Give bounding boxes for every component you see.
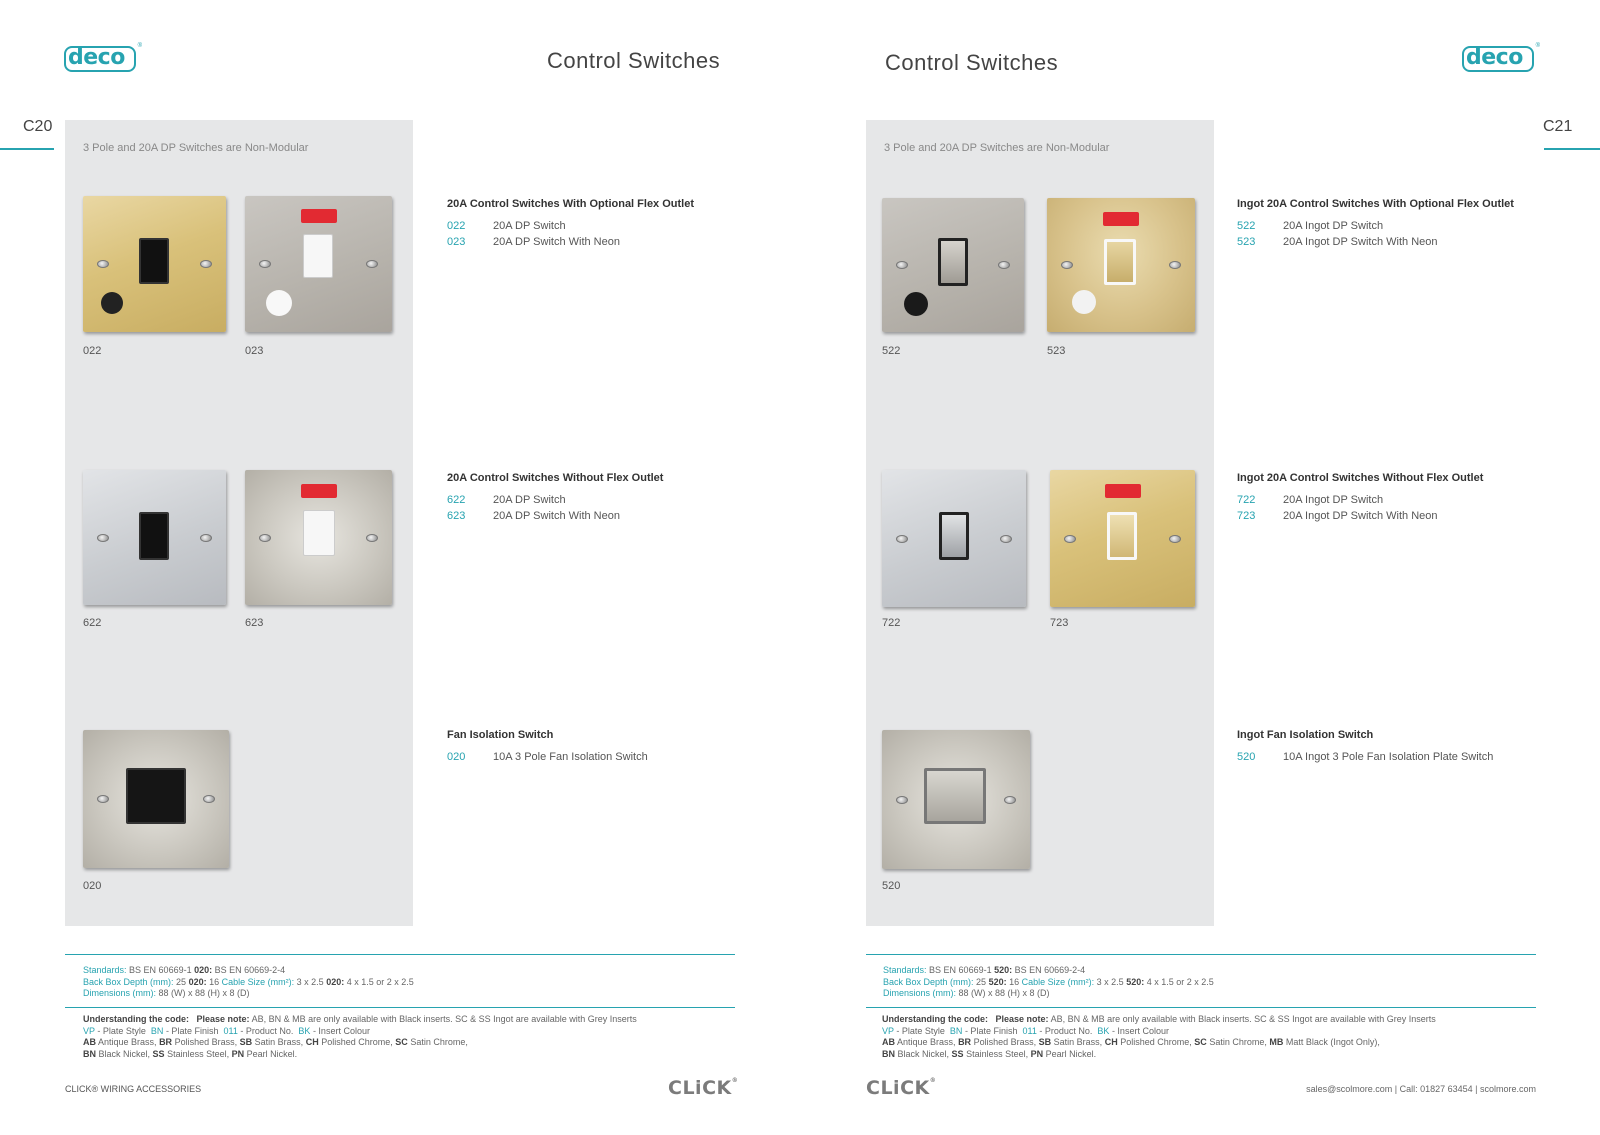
section-title: Ingot 20A Control Switches With Optional Flex Outlet (1237, 198, 1514, 210)
click-logo: CLiCK® (668, 1077, 739, 1099)
click-logo: CLiCK® (866, 1077, 937, 1099)
deco-logo: deco ® (1462, 46, 1534, 72)
section-title: 20A Control Switches With Optional Flex Outlet (447, 198, 695, 210)
panel-note: 3 Pole and 20A DP Switches are Non-Modular (884, 142, 1110, 154)
list-item: 623 20A DP Switch With Neon (447, 510, 620, 522)
page-c21 (800, 0, 1600, 1135)
list-item: 622 20A DP Switch (447, 494, 566, 506)
product-code: 622 (83, 617, 102, 629)
product-panel (65, 120, 413, 926)
list-item: 723 20A Ingot DP Switch With Neon (1237, 510, 1438, 522)
product-code: 522 (882, 345, 901, 357)
product-code: 020 (83, 880, 102, 892)
code-legend: Understanding the code: Please note: AB, BN & MB are only available with Black inserts. SC & SS Ingot are available with Grey Inserts VP - Plate Style BN - Plate Finish 011 - Product No. BK - Insert Colour AB Antique Brass, BR Polished Brass, SB Satin Brass, CH Polished Chrome, SC Satin Chrome, BN Black Nickel, SS Stainless Steel, PN Pearl Nickel. (83, 1014, 637, 1059)
section-ingot-without-flex (1237, 472, 1483, 524)
footer-text: CLICK® WIRING ACCESSORIES (65, 1084, 202, 1094)
page-title: Control Switches (885, 50, 1059, 75)
list-item: 023 20A DP Switch With Neon (447, 236, 620, 248)
code-legend: Understanding the code: Please note: AB, BN & MB are only available with Black inserts. SC & SS Ingot are available with Grey Inserts VP - Plate Style BN - Plate Finish 011 - Product No. BK - Insert Colour AB Antique Brass, BR Polished Brass, SB Satin Brass, CH Polished Chrome, SC Satin Chrome, MB Matt Black (Ingot Only), BN Black Nickel, SS Stainless Steel, PN Pearl Nickel. (882, 1014, 1436, 1059)
page-title: Control Switches (547, 48, 721, 73)
section-title: Ingot 20A Control Switches Without Flex Outlet (1237, 472, 1484, 484)
divider (866, 954, 1536, 955)
list-item: 022 20A DP Switch (447, 220, 566, 232)
product-code: 523 (1047, 345, 1066, 357)
switch-plate-image (245, 470, 392, 605)
switch-plate-image (882, 730, 1030, 869)
specs-block: Standards: BS EN 60669-1 520: BS EN 60669-2-4 Back Box Depth (mm): 25 520: 16 Cable Size (mm²): 3 x 2.5 520: 4 x 1.5 or 2 x 2.5 Dimensions (mm): 88 (W) x 88 (H) x 8 (D) (883, 965, 1214, 998)
list-item: 522 20A Ingot DP Switch (1237, 220, 1384, 232)
page-number: C20 (23, 118, 53, 135)
list-item: 520 10A Ingot 3 Pole Fan Isolation Plate Switch (1237, 751, 1494, 763)
switch-plate-image (882, 198, 1024, 332)
product-code: 722 (882, 617, 901, 629)
section-fan-isolation (447, 729, 648, 765)
section-title: Fan Isolation Switch (447, 729, 554, 741)
switch-plate-image (83, 196, 226, 332)
product-code: 023 (245, 345, 264, 357)
section-title: 20A Control Switches Without Flex Outlet (447, 472, 664, 484)
list-item: 523 20A Ingot DP Switch With Neon (1237, 236, 1438, 248)
contact-footer: sales@scolmore.com | Call: 01827 63454 | scolmore.com (1306, 1084, 1536, 1094)
section-ingot-flex-outlet (1237, 198, 1514, 250)
divider (65, 954, 735, 955)
section-title: Ingot Fan Isolation Switch (1237, 729, 1374, 741)
page-number-underline (1544, 148, 1600, 150)
switch-plate-image (1050, 470, 1195, 607)
product-code: 022 (83, 345, 102, 357)
product-code: 623 (245, 617, 264, 629)
deco-logo: deco ® (64, 46, 136, 72)
page-number: C21 (1543, 118, 1573, 135)
switch-plate-image (83, 730, 229, 868)
switch-plate-image (1047, 198, 1195, 332)
switch-plate-image (83, 470, 226, 605)
switch-plate-image (882, 470, 1026, 607)
divider (866, 1007, 1536, 1008)
divider (65, 1007, 735, 1008)
list-item: 020 10A 3 Pole Fan Isolation Switch (447, 751, 648, 763)
panel-note: 3 Pole and 20A DP Switches are Non-Modular (83, 142, 309, 154)
product-panel (866, 120, 1214, 926)
switch-plate-image (245, 196, 392, 332)
specs-block: Standards: BS EN 60669-1 020: BS EN 60669-2-4 Back Box Depth (mm): 25 020: 16 Cable Size (mm²): 3 x 2.5 020: 4 x 1.5 or 2 x 2.5 Dimensions (mm): 88 (W) x 88 (H) x 8 (D) (83, 965, 414, 998)
section-ingot-fan-isolation (1237, 729, 1493, 765)
section-without-flex (447, 472, 663, 524)
product-code: 723 (1050, 617, 1069, 629)
section-flex-outlet (447, 198, 694, 250)
list-item: 722 20A Ingot DP Switch (1237, 494, 1384, 506)
product-code: 520 (882, 880, 901, 892)
page-number-underline (0, 148, 54, 150)
